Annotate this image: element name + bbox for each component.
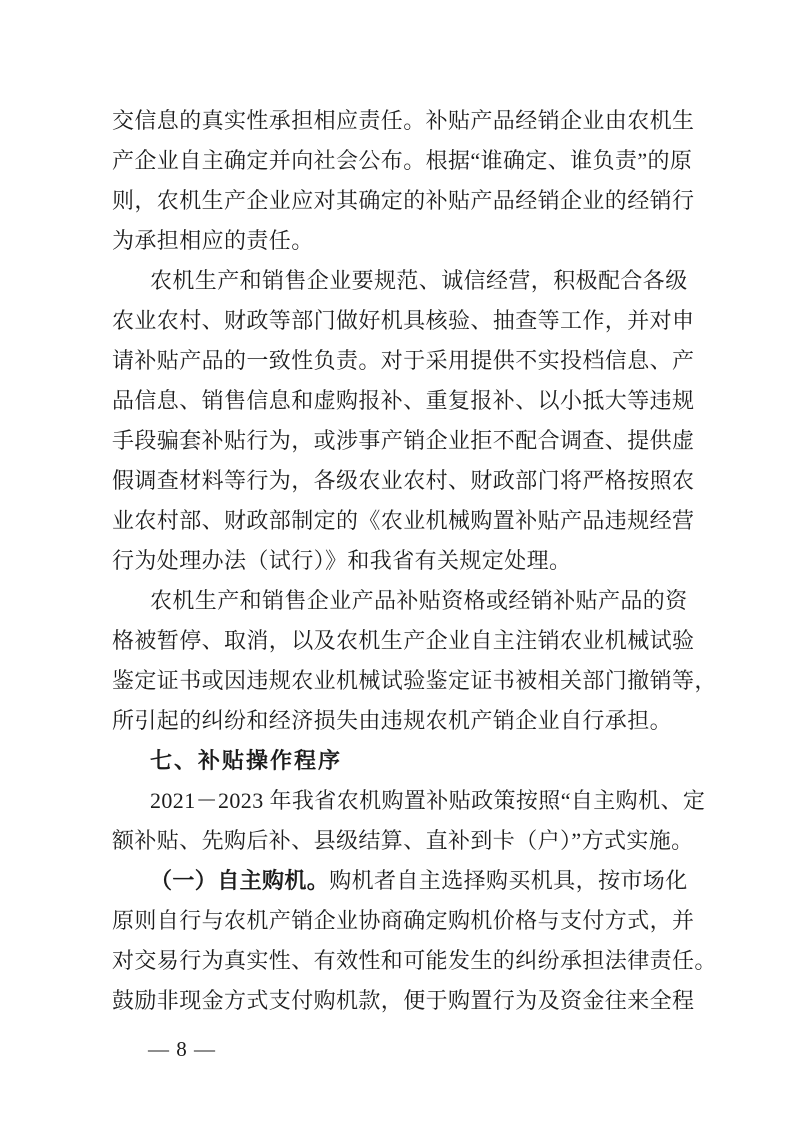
text-line: 2021－2023 年我省农机购置补贴政策按照“自主购机、定 [150,788,706,813]
document-body [112,101,717,1021]
text-line: 农机生产和销售企业要规范、诚信经营，积极配合各级 [150,268,688,293]
text-line: 产企业自主确定并向社会公布。根据“谁确定、谁负责”的原 [112,148,693,173]
text-line: 假调查材料等行为，各级农业农村、财政部门将严格按照农 [112,468,695,493]
text-run: 购机者自主选择购买机具，按市场化 [329,868,688,893]
page-number [148,1036,216,1062]
text-line: 品信息、销售信息和虚购报补、重复报补、以小抵大等违规 [112,388,695,413]
text-line: 鉴定证书或因违规农业机械试验鉴定证书被相关部门撤销等， [112,668,717,693]
text-line: 请补贴产品的一致性负责。对于采用提供不实投档信息、产 [112,348,695,373]
text-line: 手段骗套补贴行为，或涉事产销企业拒不配合调查、提供虚 [112,428,695,453]
page-number-label: — 8 — [148,1037,216,1061]
emphasis-run: （一）自主购机。 [150,868,330,893]
section-heading: 七、补贴操作程序 [150,748,343,773]
text-line: 农机生产和销售企业产品补贴资格或经销补贴产品的资 [150,588,688,613]
text-line: 为承担相应的责任。 [112,228,314,253]
text-line: 格被暂停、取消，以及农机生产企业自主注销农业机械试验 [112,628,695,653]
text-line: 对交易行为真实性、有效性和可能发生的纠纷承担法律责任。 [112,948,717,973]
text-line: 所引起的纠纷和经济损失由违规农机产销企业自行承担。 [112,708,673,733]
text-line: 鼓励非现金方式支付购机款，便于购置行为及资金往来全程 [112,988,695,1013]
text-line: 原则自行与农机产销企业协商确定购机价格与支付方式，并 [112,908,695,933]
text-line [112,861,698,901]
text-line: 交信息的真实性承担相应责任。补贴产品经销企业由农机生 [112,108,695,133]
text-line: 行为处理办法（试行）》和我省有关规定处理。 [112,548,572,573]
text-line: 额补贴、先购后补、县级结算、直补到卡（户）”方式实施。 [112,828,694,853]
text-line: 业农村部、财政部制定的《农业机械购置补贴产品违规经营 [112,508,695,533]
text-line: 则，农机生产企业应对其确定的补贴产品经销企业的经销行 [112,188,695,213]
text-line: 农业农村、财政等部门做好机具核验、抽查等工作，并对申 [112,308,695,333]
